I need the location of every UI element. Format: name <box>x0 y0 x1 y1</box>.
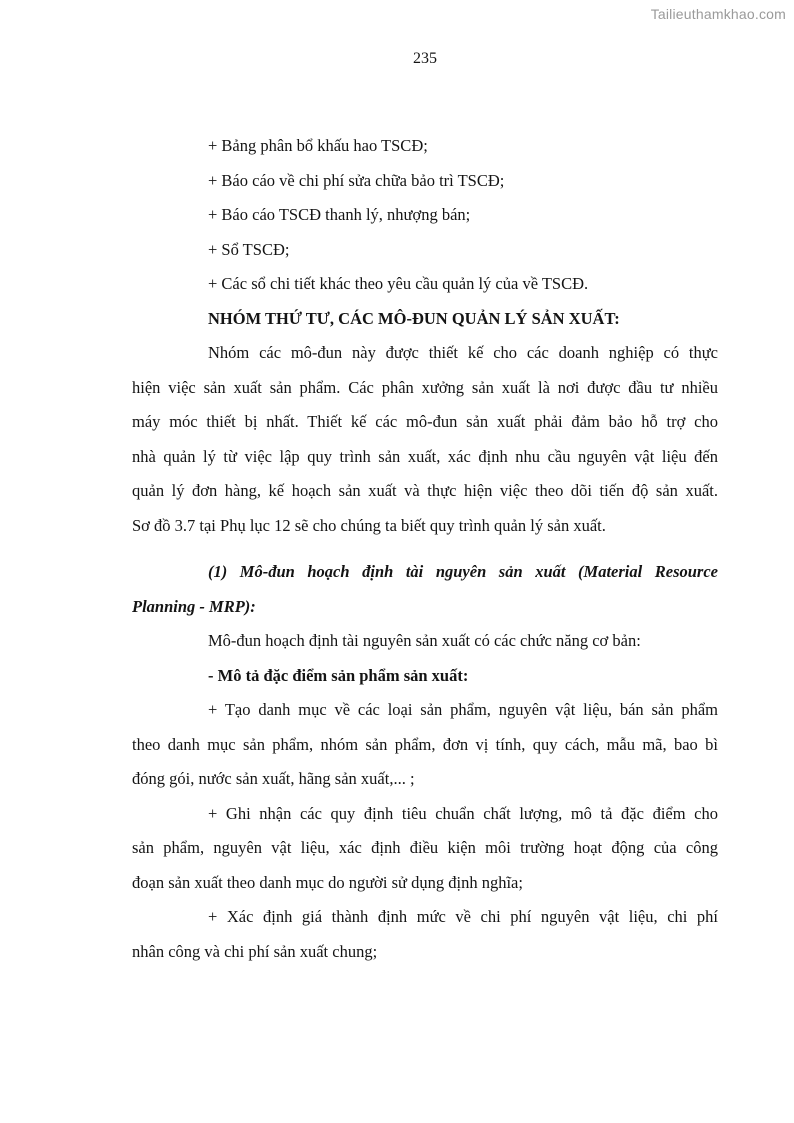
paragraph-cost <box>132 900 718 969</box>
list-item: + Báo cáo về chi phí sửa chữa bảo trì TSCĐ; <box>208 170 505 190</box>
paragraph-line: sản phẩm, nguyên vật liệu, xác định điều kiện môi trường hoạt động của công <box>132 838 718 857</box>
paragraph-line: đoạn sản xuất theo danh mục do người sử dụng định nghĩa; <box>132 872 523 892</box>
paragraph-line: Nhóm các mô-đun này được thiết kế cho các doanh nghiệp có thực <box>208 343 718 362</box>
module-heading-line: Planning - MRP): <box>132 596 256 616</box>
list-item: + Sổ TSCĐ; <box>208 239 290 259</box>
paragraph-line: nhà quản lý từ việc lập quy trình sản xuất, xác định nhu cầu nguyên vật liệu đến <box>132 446 718 466</box>
section-heading: NHÓM THỨ TƯ, CÁC MÔ-ĐUN QUẢN LÝ SẢN XUẤT: <box>208 308 620 328</box>
page-number: 235 <box>413 50 437 67</box>
list-item: + Báo cáo TSCĐ thanh lý, nhượng bán; <box>208 205 471 224</box>
paragraph-line: theo danh mục sản phẩm, nhóm sản phẩm, đơn vị tính, quy cách, mẫu mã, bao bì <box>132 734 718 754</box>
sub-heading: - Mô tả đặc điểm sản phẩm sản xuất: <box>208 665 469 685</box>
module-heading-line: (1) Mô-đun hoạch định tài nguyên sản xuất (Material Resource <box>208 562 718 581</box>
paragraph-line: đóng gói, nước sản xuất, hãng sản xuất,... ; <box>132 769 415 788</box>
paragraph-line: nhân công và chi phí sản xuất chung; <box>132 941 378 961</box>
paragraph-line: hiện việc sản xuất sản phẩm. Các phân xưởng sản xuất là nơi được đầu tư nhiều <box>132 377 718 397</box>
paragraph-catalog <box>132 693 718 797</box>
module-intro: Mô-đun hoạch định tài nguyên sản xuất có các chức năng cơ bản: <box>208 631 641 650</box>
list-item: + Bảng phân bổ khấu hao TSCĐ; <box>208 136 428 155</box>
module-heading <box>132 555 718 624</box>
paragraph-line: + Ghi nhận các quy định tiêu chuẩn chất lượng, mô tả đặc điểm cho <box>208 803 718 823</box>
paragraph-line: quản lý đơn hàng, kế hoạch sản xuất và thực hiện việc theo dõi tiến độ sản xuất. <box>132 481 718 500</box>
paragraph-quality <box>132 797 718 901</box>
intro-paragraph <box>132 336 718 543</box>
watermark: Tailieuthamkhao.com <box>650 6 786 22</box>
bullet-list-fixed-assets <box>132 129 718 302</box>
paragraph-line: + Xác định giá thành định mức về chi phí nguyên vật liệu, chi phí <box>208 907 718 926</box>
paragraph-line: + Tạo danh mục về các loại sản phẩm, nguyên vật liệu, bán sản phẩm <box>208 700 718 719</box>
page-body <box>132 129 718 969</box>
paragraph-line: máy móc thiết bị nhất. Thiết kế các mô-đun sản xuất phải đảm bảo hỗ trợ cho <box>132 412 718 431</box>
list-item: + Các sổ chi tiết khác theo yêu cầu quản lý của về TSCĐ. <box>208 274 589 293</box>
paragraph-line: Sơ đồ 3.7 tại Phụ lục 12 sẽ cho chúng ta biết quy trình quản lý sản xuất. <box>132 515 606 535</box>
